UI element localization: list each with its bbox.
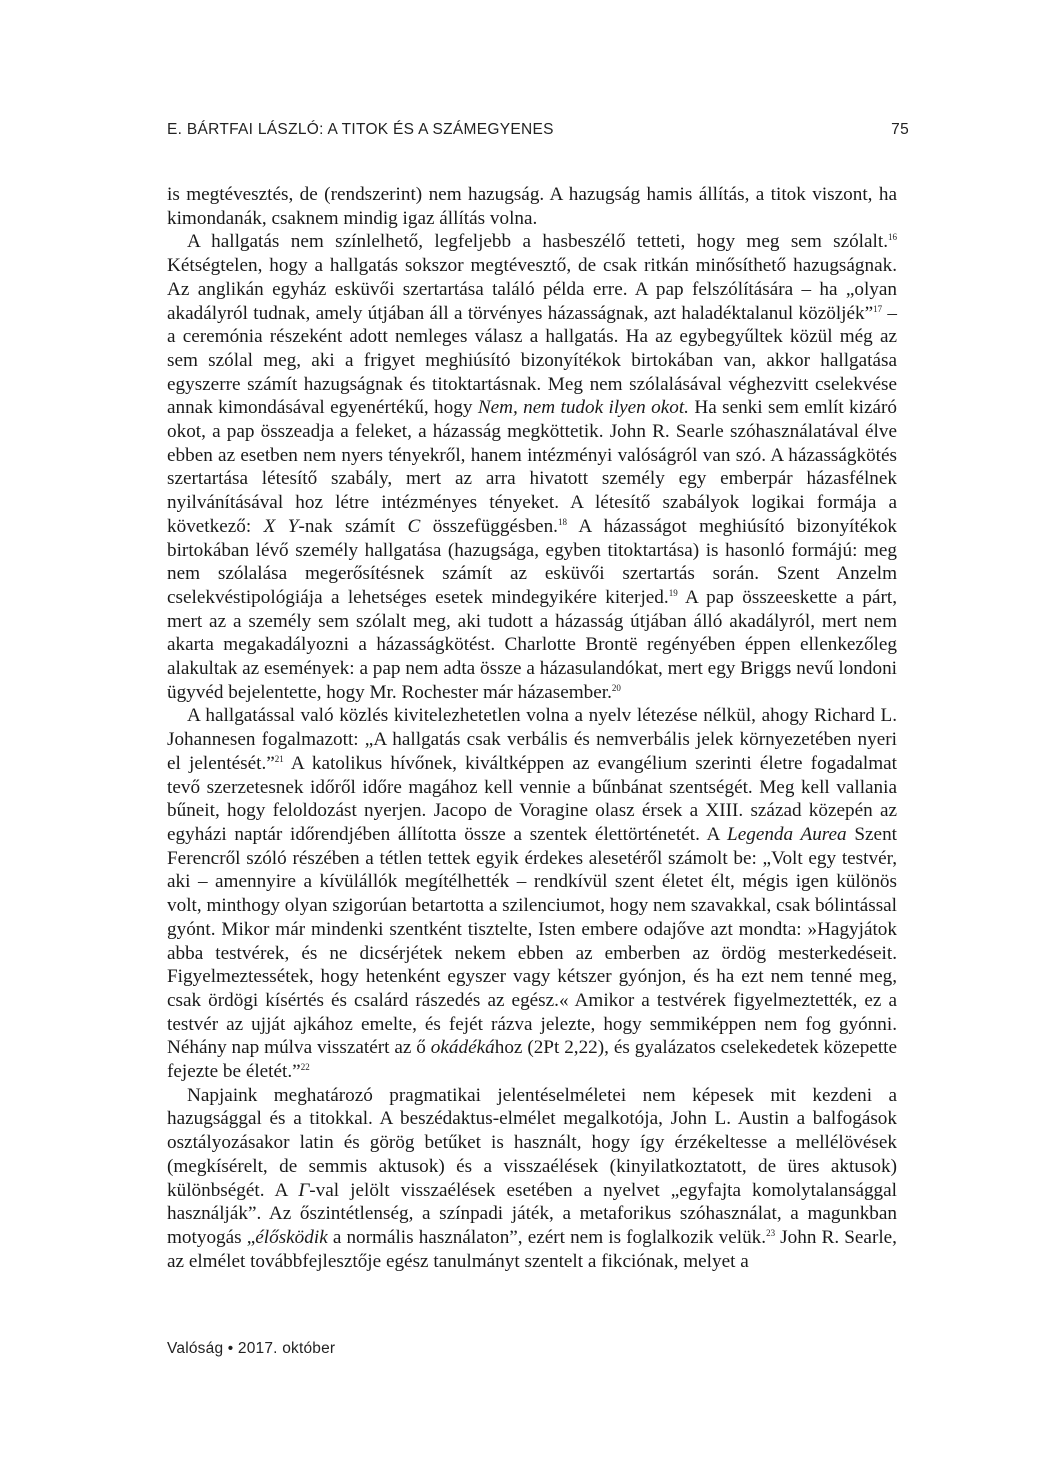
paragraph — [167, 183, 897, 230]
running-title: E. BÁRTFAI LÁSZLÓ: A TITOK ÉS A SZÁMEGYENES — [167, 121, 554, 138]
body-text — [167, 183, 897, 1273]
text-run: A pap összeeskette a párt, mert az a személy sem szólalt meg, aki tudott a házasság útjában álló akadályról, mert nem akarta megakadályozni a házasságkötést. Charlotte Brontë regényében éppen ellenkezőleg alakultak az események: a pap nem adta össze a házasulandókat, mert egy Briggs nevű londoni ügyvéd bejelentette, hogy Mr. Rochester már házasember. — [167, 586, 898, 703]
italic-text: X Y — [263, 515, 299, 537]
paragraph — [167, 704, 897, 1083]
footnote-ref: 23 — [766, 1227, 776, 1238]
italic-text: C — [407, 515, 421, 537]
running-header — [167, 121, 909, 145]
text-run: – a ceremónia részeként adott nemleges válasz a hallgatás. Ha az egybegyűltek közül még az sem szólal meg, aki a frigyet meghiúsító bizonyítékok birtokában van, akkor hallgatása egyszerre számít hazugságnak és titoktartásnak. Meg nem szólalásával véghezvitt cselekvése annak kimondásával egyenértékű, hogy — [167, 302, 897, 419]
text-run: Kétségtelen, hogy a hallgatás sokszor megtévesztő, de csak ritkán minősíthető hazugságnak. Az anglikán egyház esküvői szertartása találó példa erre. A pap felszólítására – ha „olyan akadályról tudnak, amely útjában áll a törvényes házasságnak, azt haladéktalanul közöljék” — [167, 255, 897, 324]
paragraph — [167, 230, 897, 704]
text-run: Szent Ferencről szóló részében a tétlen tettek egyik érdekes alesetéről számolt be: „Volt egy testvér, aki – amennyire a kívülállók megítélhették – rendkívül szent életet élt, mégis igen különös volt, minthogy olyan szigorúan betartotta a szilenciumot, hogy nem szavakkal, csak bólintással gyónt. Mikor már mindenki szentként tisztelte, Isten embere odajőve azt mondta: »Hagyjátok abba testvérek, és ne dicsérjétek nekem ebben az emberben az ördög mesterkedéseit. Figyelmeztessétek, hogy hetenként egyszer vagy kétszer gyónjon, és ha ezt nem tenné meg, csak ördögi kísértés és csalárd rászedés az egész.« Amikor a testvérek figyelmeztették, ez a testvér az ujját ajkához emelte, és fejét rázva jelezte, hogy semmiképpen nem fog gyónni. Néhány nap múlva visszatért az ő — [167, 823, 898, 1059]
footnote-ref: 20 — [611, 682, 621, 693]
italic-text: Nem, nem tudok ilyen okot. — [477, 397, 689, 419]
text-run: A házasságot meghiúsító bizonyítékok birtokában lévő személy hallgatása (hazugsága, egyben titoktartása) is hasonló formájú: meg nem szólalása megerősítésnek számít az esküvői szertartás során. Szent Anzelm cselekvéstipológiája a lehetséges esetek mindegyikére kiterjed. — [167, 515, 897, 608]
footnote-ref: 17 — [873, 303, 883, 314]
italic-text: Legenda Aurea — [727, 823, 847, 845]
page-number: 75 — [891, 121, 909, 138]
footnote-ref: 18 — [557, 516, 567, 527]
text-run: a normális használaton”, ezért nem is foglalkozik velük. — [327, 1226, 767, 1248]
text-run: A hallgatással való közlés kivitelezhetetlen volna a nyelv létezése nélkül, ahogy Richard L. Johannesen fogalmazott: „A hallgatás csak verbális és nemverbális jelek környezetében nyeri el jelentését.” — [167, 705, 897, 774]
italic-text: okádéká — [430, 1037, 495, 1059]
text-run: összefüggésben. — [420, 515, 558, 537]
footnote-ref: 16 — [888, 232, 897, 243]
italic-text: Γ — [298, 1179, 310, 1201]
footnote-ref: 22 — [300, 1062, 310, 1073]
text-run: hoz (2Pt 2,22), és gyalázatos cselekedetek közepette fejezte be életét.” — [167, 1037, 897, 1083]
text-run: Ha senki sem említ kizáró okot, a pap összeadja a feleket, a házasság megköttetik. John R. Searle szóhasználatával élve ebben az esetben nem nyers tényekről, hanem intézményi valóságról van szó. A házasságkötés szertartása létesítő szabály, mert az arra hivatott személy egy emberpár házasfélnek nyilvánításával hoz létre intézményes tényeket. A létesítő szabályok logikai formája a következő: — [167, 397, 897, 537]
footnote-ref: 19 — [668, 587, 678, 598]
paragraph — [167, 1084, 897, 1274]
italic-text: élősködik — [255, 1226, 328, 1248]
text-run: A hallgatás nem színlelhető, legfeljebb a hasbeszélő tetteti, hogy meg sem szólalt. — [187, 231, 888, 253]
footnote-ref: 21 — [274, 753, 284, 764]
footer: Valóság • 2017. október — [167, 1340, 336, 1357]
text-run: A katolikus hívőnek, kiváltképpen az evangélium szerinti életre fogadalmat tevő szerzetesnek időről időre magához kell vennie a bűnbánat szentségét. Meg kell vallania bűneit, hogy feloldozást nyerjen. Jacopo de Voragine olasz érsek a XIII. század közepén az egyházi naptár időrendjében állította össze a szentek élettörténetét. A — [167, 752, 897, 845]
text-run: -val jelölt visszaélések esetében a nyelvet „egyfajta komolytalansággal használják”. Az őszintétlenség, a színpadi játék, a metaforikus szóhasználat, a magunkban motyogás „ — [167, 1179, 897, 1248]
text-run: is megtévesztés, de (rendszerint) nem hazugság. A hazugság hamis állítás, a titok viszont, ha kimondanák, csaknem mindig igaz állítás volna. — [167, 184, 897, 229]
text-run: -nak számít — [298, 515, 408, 537]
text-run: Napjaink meghatározó pragmatikai jelentéselméletei nem képesek mit kezdeni a hazugsággal és a titokkal. A beszédaktus-elmélet megalkotója, John L. Austin a balfogások osztályozásakor latin és görög betűket is használt, hogy így érzékeltesse a mellélövések (megkísérelt, de semmis aktusok) és a visszaélések (kinyilatkoztatott, de üres aktusok) különbségét. A — [167, 1084, 897, 1201]
text-run: John R. Searle, az elmélet továbbfejlesztője egész tanulmányt szentelt a fikciónak, melyet a — [167, 1226, 897, 1272]
